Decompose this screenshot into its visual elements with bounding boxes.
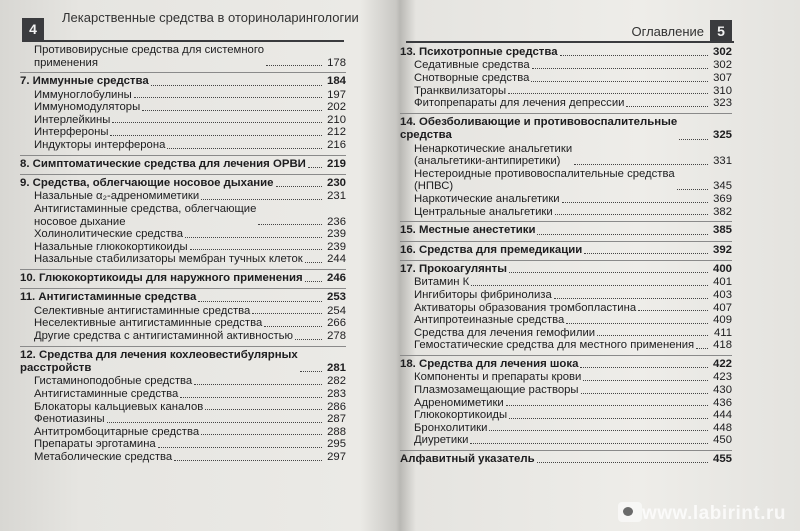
toc-page-number: 407 [713, 301, 732, 314]
toc-page-number: 253 [326, 291, 346, 304]
toc-entry-row [400, 72, 732, 85]
toc-entry-row [20, 203, 346, 228]
toc-page-number: 281 [326, 361, 346, 374]
toc-entry-row [400, 289, 732, 302]
dot-leader [531, 81, 708, 82]
toc-entry-title: Иммуноглобулины [34, 88, 132, 101]
toc-section [20, 289, 346, 346]
toc-page-number: 418 [713, 339, 732, 352]
dot-leader [554, 298, 708, 299]
dot-leader [566, 323, 708, 324]
toc-page-number: 239 [327, 228, 346, 241]
toc-page-number: 325 [712, 129, 732, 142]
header-rule [406, 41, 734, 43]
dot-leader [626, 106, 708, 107]
toc-page-number: 202 [327, 101, 346, 114]
toc-entry-row [20, 451, 346, 464]
dot-leader [151, 85, 322, 86]
toc-chapter-row [400, 263, 732, 276]
dot-leader [580, 367, 708, 368]
toc-entry-title: Диуретики [414, 434, 469, 447]
toc-section [20, 347, 346, 467]
toc-page-number: 297 [327, 450, 346, 463]
dot-leader [537, 234, 708, 235]
toc-page-number: 369 [713, 192, 732, 205]
toc-section [400, 114, 732, 222]
toc-chapter-row [20, 75, 346, 88]
toc-entry-title: Наркотические анальгетики [414, 192, 560, 205]
watermark: www.labirint.ru [641, 503, 786, 524]
toc-entry-row [20, 305, 346, 318]
toc-entry-row [400, 276, 732, 289]
toc-entry-row [400, 168, 732, 193]
toc-page-number: 295 [327, 438, 346, 451]
table-of-contents-right [400, 44, 732, 469]
toc-entry-title: Средства для лечения гемофилии [414, 326, 596, 339]
toc-entry-title: Транквилизаторы [414, 84, 507, 97]
toc-entry-row [400, 422, 732, 435]
toc-chapter-row [400, 116, 732, 143]
toc-entry-title: Антипротеиназные средства [414, 314, 565, 327]
toc-page-number: 307 [713, 72, 732, 84]
toc-chapter-row [20, 177, 346, 190]
dot-leader [258, 224, 322, 225]
dot-leader [107, 422, 322, 423]
toc-chapter-row [400, 453, 732, 466]
toc-entry-row [20, 101, 346, 114]
toc-page-number: 450 [713, 434, 732, 447]
toc-page-number: 409 [713, 314, 732, 327]
toc-entry-title: Антигистаминные средства, облегчающие носовое дыхание [34, 202, 257, 228]
toc-entry-title: Назальные стабилизаторы мембран тучных клеток [34, 253, 303, 266]
toc-entry-title: Снотворные средства [414, 72, 530, 84]
toc-page-number: 178 [327, 56, 346, 69]
toc-entry-row [20, 44, 346, 69]
toc-entry-title: 7. Иммунные средства [20, 75, 149, 88]
toc-page-number: 282 [327, 375, 346, 388]
page-number-left: 4 [22, 18, 44, 40]
toc-entry-row [400, 85, 732, 98]
toc-entry-title: Гистаминоподобные средства [34, 375, 193, 388]
toc-entry-title: 10. Глюкокортикоиды для наружного применения [20, 271, 303, 284]
toc-page-number: 448 [713, 421, 732, 434]
toc-page-number: 430 [713, 383, 732, 396]
toc-entry-row [20, 401, 346, 414]
dot-leader [185, 237, 322, 238]
toc-entry-title: Интерфероны [34, 126, 109, 139]
toc-page-number: 231 [327, 190, 346, 203]
toc-page-number: 411 [713, 326, 732, 339]
dot-leader [190, 249, 322, 250]
toc-page-number: 230 [326, 176, 346, 189]
dot-leader [560, 55, 708, 56]
toc-page-number: 455 [712, 452, 732, 465]
table-of-contents-left [20, 42, 346, 467]
toc-page-number: 302 [713, 59, 732, 72]
toc-entry-title: 8. Симптоматические средства для лечения ОРВИ [20, 157, 306, 170]
toc-page-number: 254 [327, 304, 346, 317]
toc-chapter-row [400, 46, 732, 59]
dot-leader [205, 409, 322, 410]
toc-section [400, 44, 732, 114]
toc-section [20, 42, 346, 73]
toc-section [400, 451, 732, 469]
toc-entry-row [400, 206, 732, 219]
toc-entry-row [20, 126, 346, 139]
watermark-logo-icon [618, 502, 642, 522]
toc-entry-row [20, 317, 346, 330]
toc-entry-title: Адреномиметики [414, 396, 504, 409]
toc-entry-title: Препараты эрготамина [34, 438, 156, 451]
dot-leader [581, 393, 708, 394]
toc-page-number: 239 [327, 240, 346, 253]
dot-leader [509, 272, 708, 273]
dot-leader [174, 460, 322, 461]
toc-chapter-row [400, 244, 732, 257]
toc-entry-row [20, 114, 346, 127]
toc-entry-row [20, 438, 346, 451]
toc-entry-row [400, 302, 732, 315]
toc-page-number: 288 [327, 425, 346, 438]
toc-page-number: 436 [713, 396, 732, 409]
running-head-right: Оглавление [631, 24, 704, 39]
dot-leader [555, 214, 708, 215]
dot-leader [597, 335, 708, 336]
toc-chapter-row [20, 349, 346, 376]
toc-page-number: 219 [326, 157, 346, 170]
toc-section [20, 175, 346, 270]
dot-leader [677, 189, 708, 190]
toc-page-number: 392 [712, 243, 732, 256]
toc-entry-row [400, 409, 732, 422]
toc-entry-title: Антигистаминные средства [34, 387, 179, 400]
toc-page-number: 283 [327, 387, 346, 400]
toc-page-number: 400 [712, 262, 732, 275]
toc-entry-row [400, 59, 732, 72]
toc-entry-title: Компоненты и препараты крови [414, 371, 582, 384]
right-page [398, 0, 800, 531]
toc-entry-title: Индукторы интерферона [34, 138, 166, 151]
toc-page-number: 210 [327, 113, 346, 126]
toc-entry-title: 17. Прокоагулянты [400, 262, 507, 275]
toc-entry-row [400, 327, 732, 340]
dot-leader [638, 310, 708, 311]
dot-leader [471, 285, 708, 286]
toc-page-number: 216 [327, 138, 346, 151]
toc-section [400, 222, 732, 241]
toc-entry-row [400, 314, 732, 327]
running-head-left: Лекарственные средства в оториноларингологии [62, 10, 359, 25]
dot-leader [201, 434, 322, 435]
page-number-right: 5 [710, 20, 732, 42]
toc-chapter-row [400, 224, 732, 237]
dot-leader [112, 122, 322, 123]
toc-entry-title: Метаболические средства [34, 450, 173, 463]
toc-entry-row [20, 388, 346, 401]
dot-leader [252, 313, 322, 314]
left-page [0, 0, 394, 531]
toc-section [20, 270, 346, 289]
toc-entry-title: Неселективные антигистаминные средства [34, 317, 263, 330]
toc-entry-row [400, 434, 732, 447]
toc-entry-title: Назальные глюкокортикоиды [34, 240, 188, 253]
dot-leader [509, 418, 708, 419]
toc-entry-title: Назальные α₂-адреномиметики [34, 190, 200, 203]
dot-leader [305, 262, 322, 263]
toc-entry-title: Алфавитный указатель [400, 452, 535, 465]
dot-leader [300, 371, 322, 372]
toc-section [20, 73, 346, 155]
toc-entry-row [20, 241, 346, 254]
dot-leader [489, 430, 708, 431]
dot-leader [532, 68, 708, 69]
dot-leader [696, 348, 708, 349]
toc-page-number: 382 [713, 205, 732, 218]
toc-entry-title: Седативные средства [414, 59, 530, 72]
toc-entry-row [20, 413, 346, 426]
toc-entry-row [20, 228, 346, 241]
toc-section [400, 261, 732, 356]
toc-entry-title: 16. Средства для премедикации [400, 243, 583, 256]
dot-leader [295, 339, 322, 340]
dot-leader [537, 462, 708, 463]
dot-leader [198, 301, 322, 302]
toc-page-number: 184 [326, 75, 346, 88]
toc-page-number: 266 [327, 317, 346, 330]
toc-page-number: 444 [713, 409, 732, 422]
toc-entry-row [400, 97, 732, 110]
toc-entry-row [20, 375, 346, 388]
toc-entry-title: Блокаторы кальциевых каналов [34, 400, 204, 413]
toc-entry-row [400, 339, 732, 352]
toc-entry-row [400, 397, 732, 410]
toc-entry-row [20, 330, 346, 343]
dot-leader [142, 110, 322, 111]
toc-entry-title: Фенотиазины [34, 413, 105, 426]
toc-entry-title: 11. Антигистаминные средства [20, 291, 197, 304]
toc-page-number: 345 [713, 180, 732, 193]
dot-leader [562, 202, 708, 203]
toc-page-number: 401 [713, 276, 732, 289]
toc-entry-title: Ингибиторы фибринолиза [414, 288, 552, 301]
toc-section [400, 356, 732, 451]
toc-chapter-row [20, 158, 346, 171]
toc-entry-row [400, 384, 732, 397]
toc-entry-row [400, 143, 732, 168]
toc-entry-title: Селективные антигистаминные средства [34, 304, 251, 317]
dot-leader [167, 148, 322, 149]
toc-chapter-row [400, 358, 732, 371]
toc-page-number: 197 [327, 88, 346, 101]
toc-entry-title: 15. Местные анестетики [400, 224, 536, 237]
toc-page-number: 331 [713, 155, 732, 168]
toc-entry-title: Гемостатические средства для местного применения [414, 339, 695, 352]
dot-leader [180, 397, 322, 398]
toc-page-number: 286 [327, 400, 346, 413]
dot-leader [110, 135, 322, 136]
dot-leader [134, 97, 322, 98]
toc-chapter-row [20, 272, 346, 285]
toc-entry-row [20, 89, 346, 102]
toc-entry-row [20, 253, 346, 266]
toc-entry-row [20, 190, 346, 203]
toc-entry-title: 13. Психотропные средства [400, 46, 558, 58]
toc-entry-title: Фитопрепараты для лечения депрессии [414, 97, 625, 110]
toc-entry-title: Активаторы образования тромбопластина [414, 301, 637, 314]
toc-page-number: 212 [327, 126, 346, 139]
toc-entry-title: Бронхолитики [414, 421, 488, 434]
toc-entry-title: Интерлейкины [34, 113, 111, 126]
dot-leader [158, 447, 322, 448]
toc-page-number: 403 [713, 288, 732, 301]
dot-leader [574, 164, 708, 165]
toc-page-number: 310 [713, 84, 732, 97]
toc-entry-title: Ненаркотические анальгетики (анальгетики-антипиретики) [414, 142, 573, 168]
toc-page-number: 278 [327, 329, 346, 342]
toc-page-number: 302 [712, 46, 732, 58]
toc-entry-title: Иммуномодуляторы [34, 101, 141, 114]
dot-leader [266, 65, 322, 66]
toc-entry-row [20, 139, 346, 152]
dot-leader [508, 93, 708, 94]
toc-entry-title: 14. Обезболивающие и противовоспалительные средства [400, 115, 678, 142]
dot-leader [264, 326, 322, 327]
toc-entry-row [400, 371, 732, 384]
dot-leader [679, 139, 708, 140]
toc-entry-title: Антитромбоцитарные средства [34, 425, 200, 438]
toc-entry-title: Холинолитические средства [34, 228, 184, 241]
toc-page-number: 236 [327, 215, 346, 228]
toc-entry-title: Плазмозамещающие растворы [414, 383, 579, 396]
dot-leader [470, 443, 708, 444]
toc-page-number: 323 [713, 97, 732, 110]
toc-entry-title: Центральные анальгетики [414, 205, 553, 218]
dot-leader [584, 253, 708, 254]
toc-entry-title: 12. Средства для лечения кохлеовестибулярных расстройств [20, 348, 298, 374]
toc-entry-title: 9. Средства, облегчающие носовое дыхание [20, 176, 274, 189]
toc-entry-row [400, 193, 732, 206]
dot-leader [194, 384, 322, 385]
toc-entry-title: Витамин К [414, 276, 470, 289]
toc-entry-title: Противовирусные средства для системного применения [34, 44, 264, 69]
toc-page-number: 246 [326, 271, 346, 284]
toc-entry-row [20, 426, 346, 439]
dot-leader [305, 281, 322, 282]
toc-page-number: 244 [327, 253, 346, 266]
toc-entry-title: Другие средства с антигистаминной активностью [34, 329, 294, 342]
toc-section [20, 156, 346, 175]
dot-leader [308, 167, 322, 168]
toc-page-number: 422 [712, 357, 732, 370]
toc-page-number: 287 [327, 413, 346, 426]
dot-leader [276, 186, 323, 187]
toc-page-number: 385 [712, 224, 732, 237]
toc-entry-title: 18. Средства для лечения шока [400, 357, 579, 370]
toc-entry-title: Нестероидные противовоспалительные средства (НПВС) [414, 167, 675, 193]
toc-section [400, 242, 732, 261]
toc-page-number: 423 [713, 371, 732, 384]
dot-leader [506, 405, 708, 406]
dot-leader [201, 199, 322, 200]
toc-entry-title: Глюкокортикоиды [414, 409, 508, 422]
dot-leader [583, 380, 708, 381]
toc-chapter-row [20, 291, 346, 304]
